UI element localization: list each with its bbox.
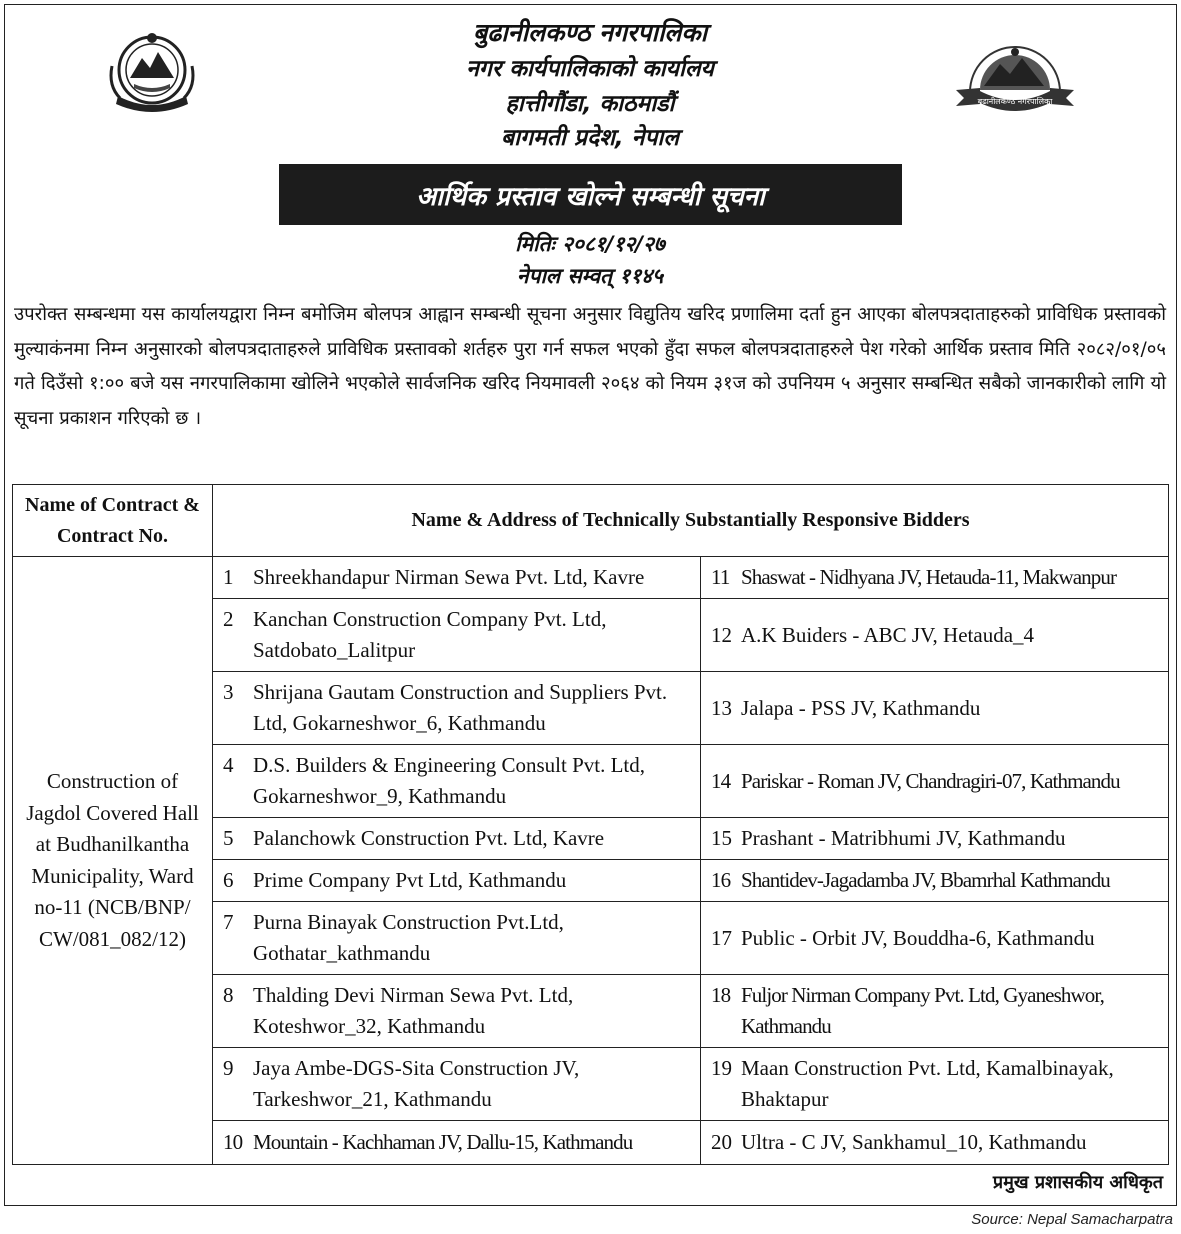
header-contract: Name of Contract & Contract No. (13, 485, 213, 557)
bidder-number: 3 (223, 680, 234, 704)
bidder-number: 4 (223, 753, 234, 777)
bidder-number: 5 (223, 826, 234, 850)
bidder-name: Shantidev-Jagadamba JV, Bbamrhal Kathmandu (741, 868, 1110, 892)
bidder-number: 18 (711, 983, 731, 1007)
bidder-number: 12 (711, 622, 732, 647)
bidder-number: 17 (711, 925, 732, 950)
bidder-name: A.K Buiders - ABC JV, Hetauda_4 (741, 622, 1035, 647)
bidder-name: Mountain - Kachhaman JV, Dallu-15, Kathmandu (253, 1130, 633, 1154)
notice-title: आर्थिक प्रस्ताव खोल्ने सम्बन्धी सूचना (279, 164, 902, 225)
table-header-row (13, 485, 1169, 557)
header-bidders: Name & Address of Technically Substantially Responsive Bidders (213, 485, 1169, 557)
bidder-number: 7 (223, 910, 234, 934)
notice-date: मितिः २०८१/१२/२७ (515, 232, 665, 256)
bidder-number: 1 (223, 565, 234, 589)
bidder-name: Prime Company Pvt Ltd, Kathmandu (253, 868, 567, 892)
source-credit: Source: Nepal Samacharpatra (971, 1211, 1173, 1228)
bidder-name: Fuljor Nirman Company Pvt. Ltd, Gyaneshwor, Kathmandu (741, 983, 1104, 1038)
bidder-name: Ultra - C JV, Sankhamul_10, Kathmandu (741, 1130, 1087, 1154)
bidder-number: 13 (711, 695, 732, 720)
bidder-name: Shreekhandapur Nirman Sewa Pvt. Ltd, Kavre (253, 565, 645, 589)
bidder-number: 19 (711, 1056, 732, 1080)
bidder-number: 11 (711, 565, 730, 589)
bidder-name: Thalding Devi Nirman Sewa Pvt. Ltd, Koteshwor_32, Kathmandu (253, 983, 574, 1038)
nepal-emblem-icon (104, 26, 200, 118)
province-country: बागमती प्रदेश, नेपाल (501, 125, 679, 151)
bidder-name: Public - Orbit JV, Bouddha-6, Kathmandu (741, 925, 1095, 950)
bidder-number: 10 (223, 1130, 243, 1154)
bidder-name: Purna Binayak Construction Pvt.Ltd, Gothatar_kathmandu (253, 910, 564, 965)
bidder-name: D.S. Builders & Engineering Consult Pvt. Ltd, Gokarneshwor_9, Kathmandu (253, 753, 645, 808)
bidder-name: Shaswat - Nidhyana JV, Hetauda-11, Makwanpur (741, 565, 1117, 589)
bidder-number: 16 (711, 868, 731, 892)
signatory-title: प्रमुख प्रशासकीय अधिकृत (992, 1172, 1163, 1193)
bidder-number: 8 (223, 983, 234, 1007)
nepal-sambat-date: नेपाल सम्वत् ११४५ (516, 264, 664, 288)
bidder-name: Jaya Ambe-DGS-Sita Construction JV, Tarkeshwor_21, Kathmandu (253, 1056, 580, 1111)
bidder-name: Pariskar - Roman JV, Chandragiri-07, Kathmandu (741, 768, 1120, 793)
bidder-number: 6 (223, 868, 234, 892)
bidder-name: Palanchowk Construction Pvt. Ltd, Kavre (253, 826, 605, 850)
bidder-name: Maan Construction Pvt. Ltd, Kamalbinayak, Bhaktapur (741, 1056, 1114, 1111)
right-emblem-text: बुढानीलकण्ठ नगरपालिका (977, 97, 1053, 106)
notice-body: उपरोक्त सम्बन्धमा यस कार्यालयद्वारा निम्न बमोजिम बोलपत्र आह्वान सम्बन्धी सूचना अनुसार विद्युतिय खरिद प्रणालिमा दर्ता हुन आएका बोलपत्रदाताहरुको प्राविधिक प्रस्तावको मुल्याकंनमा निम्न अनुसारको बोलपत्रदाताहरुले प्राविधिक प्रस्तावको शर्तहरु पुरा गर्न सफल भएको हुँदा सफल बोलपत्रदाताहरुले पेश गरेको आर्थिक प्रस्ताव मिति २०८२/०१/०५ गते दिउँसो १:०० बजे यस नगरपालिकामा खोलिने भएकोले सार्वजनिक खरिद नियमावली २०६४ को नियम ३१ज को उपनियम ५ अनुसार सम्बन्धित सबैको जानकारीको लागि यो सूचना प्रकाशन गरिएको छ । (14, 304, 1166, 429)
bidder-number: 14 (711, 768, 731, 793)
bidder-name: Jalapa - PSS JV, Kathmandu (741, 695, 981, 720)
bidder-number: 20 (711, 1130, 732, 1154)
municipality-logo-icon (950, 28, 1080, 116)
bidder-name: Prashant - Matribhumi JV, Kathmandu (741, 826, 1066, 850)
table-row (13, 557, 1169, 599)
bidder-number: 9 (223, 1056, 234, 1080)
bidder-name: Kanchan Construction Company Pvt. Ltd, Satdobato_Lalitpur (253, 607, 607, 662)
bidder-number: 15 (711, 826, 732, 850)
bidder-name: Shrijana Gautam Construction and Suppliers Pvt. Ltd, Gokarneshwor_6, Kathmandu (253, 680, 668, 735)
office-name: नगर कार्यपालिकाको कार्यालय (466, 56, 714, 82)
municipality-name: बुढानीलकण्ठ नगरपालिका (472, 18, 708, 47)
bidder-number: 2 (223, 607, 234, 631)
bidders-table (12, 484, 1169, 1165)
contract-name: Construction of Jagdol Covered Hall at Budhanilkantha Municipality, Ward no-11 (NCB/BNP/ CW/081_082/12) (13, 557, 213, 1165)
office-address: हात्तीगौंडा, काठमाडौं (505, 91, 675, 117)
